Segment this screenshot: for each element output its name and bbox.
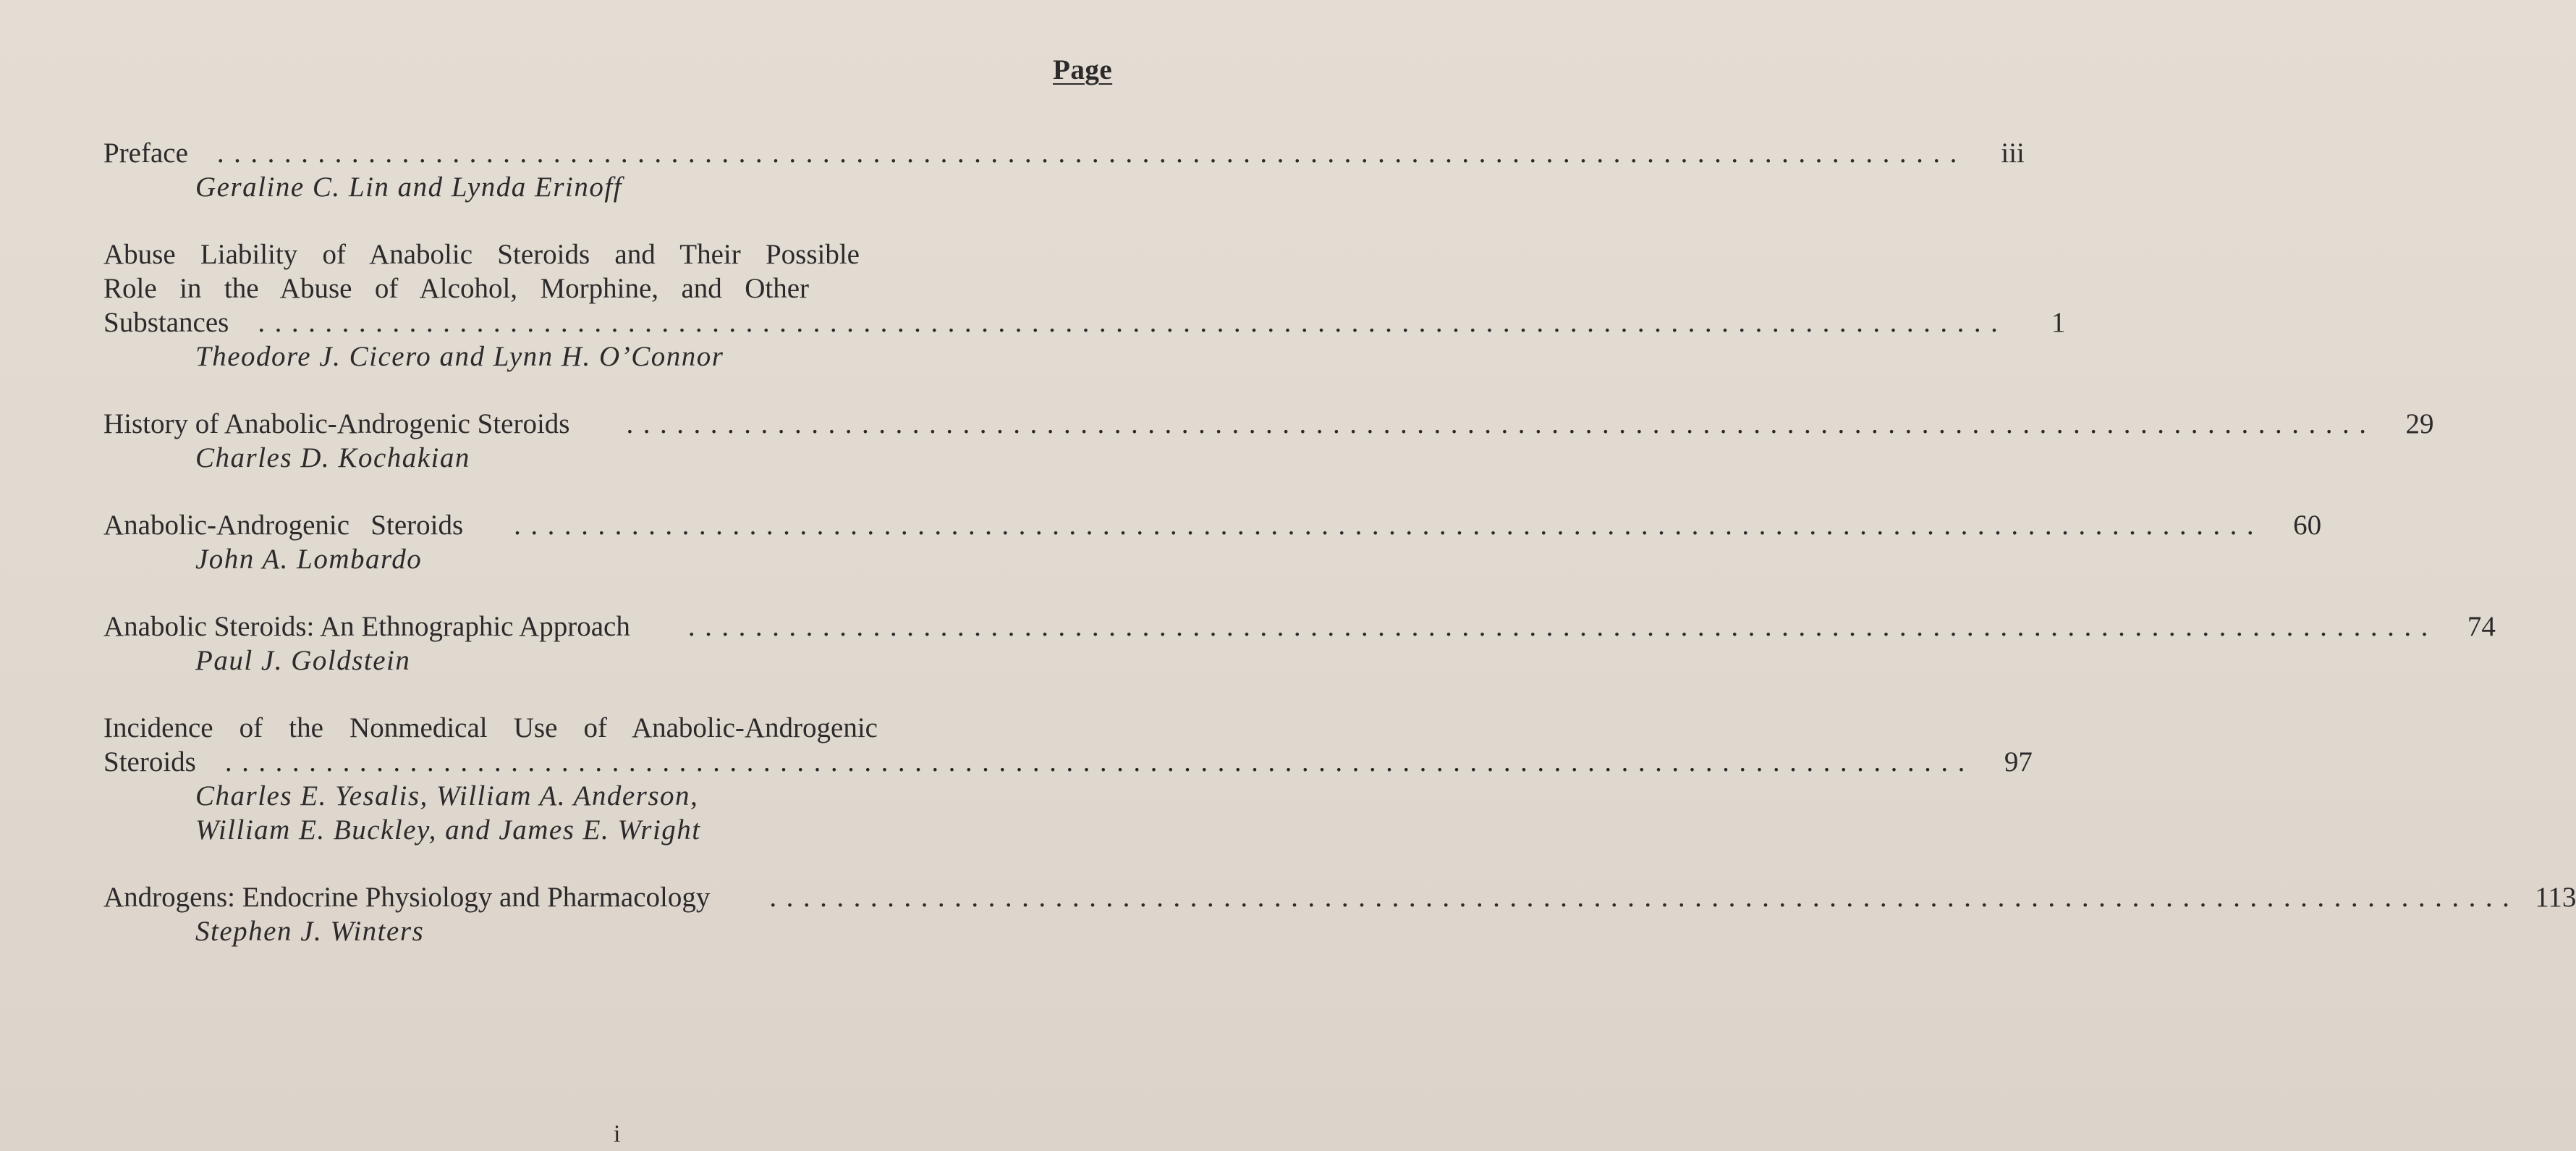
entry-author: John A. Lombardo [195, 544, 423, 575]
page-number: 97 [2004, 746, 2033, 777]
dot-leader: ........................................................................................................ [224, 746, 1975, 777]
page-number: 113 [2535, 882, 2576, 913]
dot-leader: ........................................................................................................ [514, 510, 2264, 541]
entry-title: Androgens: Endocrine Physiology and Pharmacology [103, 882, 711, 913]
dot-leader: ........................................................................................................ [769, 882, 2520, 913]
page-column-heading: Page [1053, 54, 1113, 85]
toc-entry-ethnographic-approach [103, 610, 2496, 678]
entry-title-line: Role in the Abuse of Alcohol, Morphine, and Other [103, 273, 809, 304]
entry-author: William E. Buckley, and James E. Wright [195, 814, 701, 846]
toc-entry-title-row [103, 305, 2066, 340]
dot-leader: ........................................................................................................ [216, 138, 1967, 169]
entry-author: Paul J. Goldstein [195, 645, 411, 676]
entry-title: Substances [103, 307, 229, 338]
entry-title: Preface [103, 138, 188, 169]
toc-entry-title-row [103, 508, 2322, 542]
entry-title: History of Anabolic-Androgenic Steroids [103, 408, 570, 439]
toc-entry-history [103, 407, 2434, 475]
toc-entry-title-row [103, 745, 2033, 779]
entry-title-line: Incidence of the Nonmedical Use of Anabolic-Androgenic [103, 712, 878, 743]
toc-entry-preface [103, 136, 2025, 204]
page-number: iii [2001, 138, 2025, 169]
toc-entry-title-row [103, 610, 2496, 644]
entry-author: Charles E. Yesalis, William A. Anderson, [195, 780, 699, 811]
entry-title: Anabolic Steroids: An Ethnographic Approach [103, 611, 630, 642]
page-folio: i [614, 1121, 621, 1147]
page-number: 1 [2051, 307, 2066, 338]
entry-author: Stephen J. Winters [195, 916, 425, 947]
dot-leader: ........................................................................................................ [687, 611, 2438, 642]
entry-author: Theodore J. Cicero and Lynn H. O’Connor [195, 341, 724, 372]
entry-author: Geraline C. Lin and Lynda Erinoff [195, 172, 623, 203]
toc-entry-incidence [103, 711, 2033, 847]
page-number: 29 [2405, 408, 2434, 439]
toc-entry-title-row [103, 880, 2576, 914]
page-number: 60 [2293, 510, 2322, 541]
page-number: 74 [2467, 611, 2496, 642]
toc-entry-title-row [103, 407, 2434, 441]
toc-entry-abuse-liability [103, 237, 2066, 374]
entry-author: Charles D. Kochakian [195, 442, 470, 473]
toc-entry-androgens [103, 880, 2576, 948]
toc-entry-anabolic-androgenic-steroids [103, 508, 2322, 576]
table-of-contents [103, 136, 2576, 982]
dot-leader: ........................................................................................................ [258, 307, 2008, 338]
entry-title: Steroids [103, 746, 196, 777]
entry-title: Anabolic-Androgenic Steroids [103, 510, 464, 541]
dot-leader: ........................................................................................................ [626, 408, 2376, 439]
entry-title-line: Abuse Liability of Anabolic Steroids and Their Possible [103, 239, 860, 270]
toc-entry-title-row [103, 136, 2025, 170]
